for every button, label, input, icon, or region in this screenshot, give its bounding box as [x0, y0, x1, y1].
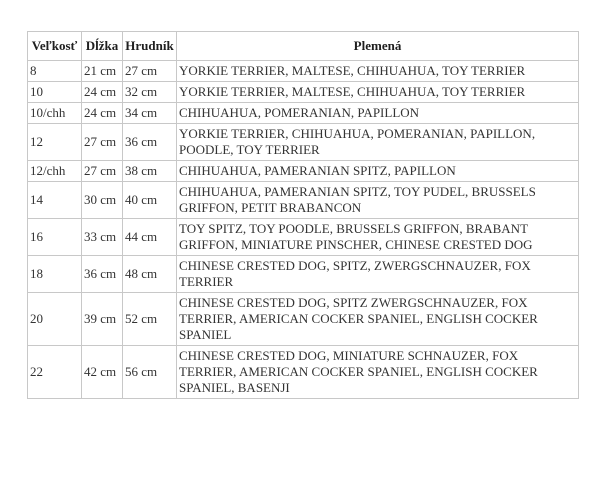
breeds-cell: YORKIE TERRIER, MALTESE, CHIHUAHUA, TOY TERRIER	[177, 82, 579, 103]
column-header-length: Dĺžka	[82, 32, 123, 61]
table-row	[28, 103, 579, 124]
size-cell: 10	[28, 82, 82, 103]
length-cell: 42 cm	[82, 346, 123, 399]
size-cell: 8	[28, 61, 82, 82]
chest-cell: 44 cm	[123, 219, 177, 256]
column-header-size: Veľkosť	[28, 32, 82, 61]
chest-cell: 48 cm	[123, 256, 177, 293]
chest-cell: 56 cm	[123, 346, 177, 399]
breeds-cell: CHIHUAHUA, POMERANIAN, PAPILLON	[177, 103, 579, 124]
chest-cell: 32 cm	[123, 82, 177, 103]
chest-cell: 52 cm	[123, 293, 177, 346]
length-cell: 30 cm	[82, 182, 123, 219]
size-cell: 12	[28, 124, 82, 161]
breeds-cell: CHIHUAHUA, PAMERANIAN SPITZ, TOY PUDEL, BRUSSELS GRIFFON, PETIT BRABANCON	[177, 182, 579, 219]
table-row	[28, 346, 579, 399]
size-cell: 20	[28, 293, 82, 346]
length-cell: 21 cm	[82, 61, 123, 82]
size-cell: 16	[28, 219, 82, 256]
table-row	[28, 124, 579, 161]
column-header-breeds: Plemená	[177, 32, 579, 61]
chest-cell: 38 cm	[123, 161, 177, 182]
length-cell: 39 cm	[82, 293, 123, 346]
size-cell: 18	[28, 256, 82, 293]
size-cell: 12/chh	[28, 161, 82, 182]
size-cell: 22	[28, 346, 82, 399]
breeds-cell: CHINESE CRESTED DOG, SPITZ ZWERGSCHNAUZER, FOX TERRIER, AMERICAN COCKER SPANIEL, ENGLISH COCKER SPANIEL	[177, 293, 579, 346]
chest-cell: 34 cm	[123, 103, 177, 124]
length-cell: 24 cm	[82, 82, 123, 103]
dog-size-chart-table	[27, 31, 579, 399]
breeds-cell: YORKIE TERRIER, CHIHUAHUA, POMERANIAN, PAPILLON, POODLE, TOY TERRIER	[177, 124, 579, 161]
chest-cell: 27 cm	[123, 61, 177, 82]
header-row	[28, 32, 579, 61]
table-row	[28, 219, 579, 256]
page	[27, 31, 579, 399]
breeds-cell: CHINESE CRESTED DOG, SPITZ, ZWERGSCHNAUZER, FOX TERRIER	[177, 256, 579, 293]
breeds-cell: CHIHUAHUA, PAMERANIAN SPITZ, PAPILLON	[177, 161, 579, 182]
table-row	[28, 182, 579, 219]
chest-cell: 36 cm	[123, 124, 177, 161]
size-cell: 10/chh	[28, 103, 82, 124]
length-cell: 36 cm	[82, 256, 123, 293]
table-row	[28, 161, 579, 182]
table-row	[28, 293, 579, 346]
breeds-cell: TOY SPITZ, TOY POODLE, BRUSSELS GRIFFON, BRABANT GRIFFON, MINIATURE PINSCHER, CHINESE CRESTED DOG	[177, 219, 579, 256]
column-header-chest: Hrudník	[123, 32, 177, 61]
length-cell: 24 cm	[82, 103, 123, 124]
table-body	[28, 61, 579, 399]
table-row	[28, 256, 579, 293]
chest-cell: 40 cm	[123, 182, 177, 219]
length-cell: 27 cm	[82, 124, 123, 161]
table-row	[28, 61, 579, 82]
breeds-cell: CHINESE CRESTED DOG, MINIATURE SCHNAUZER, FOX TERRIER, AMERICAN COCKER SPANIEL, ENGLISH COCKER SPANIEL, BASENJI	[177, 346, 579, 399]
breeds-cell: YORKIE TERRIER, MALTESE, CHIHUAHUA, TOY TERRIER	[177, 61, 579, 82]
table-row	[28, 82, 579, 103]
size-cell: 14	[28, 182, 82, 219]
length-cell: 33 cm	[82, 219, 123, 256]
length-cell: 27 cm	[82, 161, 123, 182]
